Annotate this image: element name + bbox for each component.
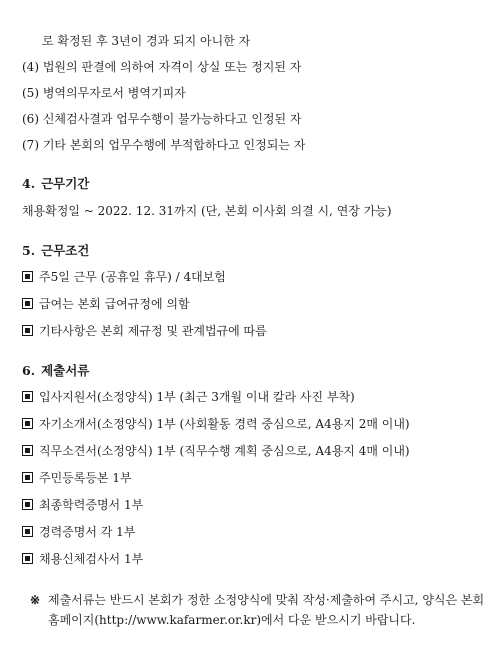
note-text: 제출서류는 반드시 본회가 정한 소정양식에 맞춰 작성·제출하여 주시고, 양식은 본회 홈페이지(http://www.kafarmer.or.kr)에서 다운 받으시기 바랍니다. bbox=[48, 593, 485, 627]
item-text: 법원의 판결에 의하여 자격이 상실 또는 정지된 자 bbox=[42, 60, 302, 74]
checkbox-square-icon bbox=[22, 499, 33, 510]
list-item: 경력증명서 각 1부 bbox=[22, 525, 473, 539]
list-item: 자기소개서(소정양식) 1부 (사회활동 경력 중심으로, A4용지 2매 이내) bbox=[22, 417, 473, 431]
item-number: (4) bbox=[22, 60, 39, 74]
checkbox-square-icon bbox=[22, 271, 33, 282]
item-number: (6) bbox=[22, 112, 39, 126]
checkbox-square-icon bbox=[22, 472, 33, 483]
list-item: 급여는 본회 급여규정에 의함 bbox=[22, 297, 473, 311]
item-text: 기타 본회의 업무수행에 부적합하다고 인정되는 자 bbox=[42, 138, 306, 152]
list-item: 주민등록등본 1부 bbox=[22, 471, 473, 485]
continuation-line: 로 확정된 후 3년이 경과 되지 아니한 자 bbox=[42, 34, 251, 48]
section-4-text: 채용확정일 ~ 2022. 12. 31까지 (단, 본회 이사회 의결 시, 연장 가능) bbox=[22, 204, 392, 218]
list-item: 채용신체검사서 1부 bbox=[22, 552, 473, 566]
submission-note bbox=[22, 590, 490, 630]
reference-mark-icon: ※ bbox=[30, 593, 41, 607]
checkbox-square-icon bbox=[22, 391, 33, 402]
disqualification-item bbox=[22, 60, 473, 74]
item-number: (7) bbox=[22, 138, 39, 152]
list-item: 주5일 근무 (공휴일 휴무) / 4대보험 bbox=[22, 270, 473, 284]
section-4-heading: 4. 근무기간 bbox=[22, 176, 90, 191]
list-item: 입사지원서(소정양식) 1부 (최근 3개월 이내 칼라 사진 부착) bbox=[22, 390, 473, 404]
list-item: 최종학력증명서 1부 bbox=[22, 498, 473, 512]
checkbox-square-icon bbox=[22, 298, 33, 309]
disqualification-item bbox=[22, 138, 473, 152]
checkbox-square-icon bbox=[22, 418, 33, 429]
disqualification-item bbox=[22, 86, 473, 100]
item-text: 신체검사결과 업무수행이 불가능하다고 인정된 자 bbox=[42, 112, 302, 126]
checkbox-square-icon bbox=[22, 553, 33, 564]
item-number: (5) bbox=[22, 86, 39, 100]
section-5-heading: 5. 근무조건 bbox=[22, 243, 90, 258]
list-item: 기타사항은 본회 제규정 및 관계법규에 따름 bbox=[22, 324, 473, 338]
list-item: 직무소견서(소정양식) 1부 (직무수행 계획 중심으로, A4용지 4매 이내) bbox=[22, 444, 473, 458]
disqualification-item bbox=[22, 112, 473, 126]
checkbox-square-icon bbox=[22, 526, 33, 537]
checkbox-square-icon bbox=[22, 325, 33, 336]
section-6-heading: 6. 제출서류 bbox=[22, 363, 90, 378]
item-text: 병역의무자로서 병역기피자 bbox=[42, 86, 186, 100]
checkbox-square-icon bbox=[22, 445, 33, 456]
